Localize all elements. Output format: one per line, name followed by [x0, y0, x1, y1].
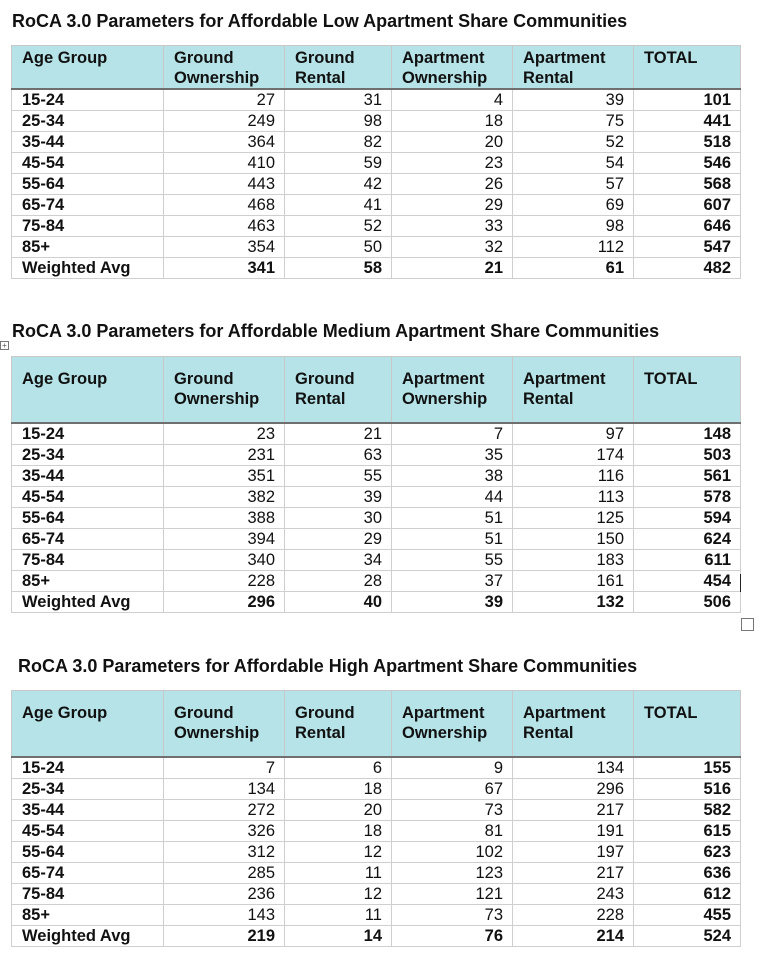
ground-ownership-cell[interactable]: 410 [164, 153, 285, 174]
header-total: TOTAL [634, 357, 741, 423]
header-apartment-ownership: Apartment Ownership [392, 357, 513, 423]
apartment-ownership-cell[interactable]: 39 [392, 591, 513, 612]
total-cell[interactable]: 582 [634, 799, 741, 820]
ground-rental-cell[interactable]: 52 [285, 216, 392, 237]
apartment-ownership-cell[interactable]: 76 [392, 925, 513, 946]
ground-ownership-cell[interactable]: 143 [164, 904, 285, 925]
total-cell[interactable]: 455 [634, 904, 741, 925]
apartment-ownership-cell[interactable]: 51 [392, 507, 513, 528]
ground-ownership-cell[interactable]: 382 [164, 486, 285, 507]
apartment-ownership-cell[interactable]: 55 [392, 549, 513, 570]
ground-rental-cell[interactable]: 11 [285, 862, 392, 883]
total-cell[interactable]: 594 [634, 507, 741, 528]
ground-ownership-cell[interactable]: 23 [164, 423, 285, 445]
table-row [12, 132, 741, 153]
parameters-table[interactable] [11, 690, 741, 947]
header-total: TOTAL [634, 691, 741, 757]
apartment-rental-cell[interactable]: 228 [513, 904, 634, 925]
ground-rental-cell[interactable]: 55 [285, 465, 392, 486]
table-row [12, 757, 741, 779]
age-group-cell[interactable]: Weighted Avg [12, 925, 164, 946]
apartment-rental-cell[interactable]: 150 [513, 528, 634, 549]
age-group-cell[interactable]: 15-24 [12, 423, 164, 445]
age-group-cell[interactable]: 75-84 [12, 883, 164, 904]
header-ground-ownership: Ground Ownership [164, 691, 285, 757]
ground-rental-cell[interactable]: 14 [285, 925, 392, 946]
header-row [12, 46, 741, 90]
ground-rental-cell[interactable]: 58 [285, 258, 392, 279]
table-move-handle-icon[interactable]: + [0, 341, 9, 350]
table-row [12, 549, 741, 570]
ground-ownership-cell[interactable]: 296 [164, 591, 285, 612]
header-apartment-ownership: Apartment Ownership [392, 46, 513, 90]
apartment-ownership-cell[interactable]: 33 [392, 216, 513, 237]
ground-rental-cell[interactable]: 28 [285, 570, 392, 591]
header-apartment-ownership: Apartment Ownership [392, 691, 513, 757]
apartment-rental-cell[interactable]: 217 [513, 862, 634, 883]
header-apartment-rental: Apartment Rental [513, 46, 634, 90]
apartment-ownership-cell[interactable]: 21 [392, 258, 513, 279]
apartment-ownership-cell[interactable]: 81 [392, 820, 513, 841]
apartment-rental-cell[interactable]: 75 [513, 111, 634, 132]
table-title: RoCA 3.0 Parameters for Affordable Low Apartment Share Communities [12, 11, 628, 31]
weighted-avg-row [12, 925, 741, 946]
age-group-cell[interactable]: 45-54 [12, 486, 164, 507]
apartment-ownership-cell[interactable]: 102 [392, 841, 513, 862]
table-row [12, 465, 741, 486]
apartment-ownership-cell[interactable]: 38 [392, 465, 513, 486]
table-row [12, 423, 741, 445]
table-title: RoCA 3.0 Parameters for Affordable High Apartment Share Communities [18, 656, 638, 676]
header-ground-ownership: Ground Ownership [164, 46, 285, 90]
header-row [12, 691, 741, 757]
age-group-cell[interactable]: 55-64 [12, 841, 164, 862]
apartment-ownership-cell[interactable]: 51 [392, 528, 513, 549]
ground-rental-cell[interactable]: 82 [285, 132, 392, 153]
age-group-cell[interactable]: 45-54 [12, 820, 164, 841]
apartment-ownership-cell[interactable]: 29 [392, 195, 513, 216]
ground-rental-cell[interactable]: 6 [285, 757, 392, 779]
age-group-cell[interactable]: 55-64 [12, 507, 164, 528]
header-age-group: Age Group [12, 691, 164, 757]
ground-ownership-cell[interactable]: 341 [164, 258, 285, 279]
apartment-ownership-cell[interactable]: 73 [392, 799, 513, 820]
apartment-rental-cell[interactable]: 113 [513, 486, 634, 507]
age-group-cell[interactable]: 85+ [12, 570, 164, 591]
table-row [12, 904, 741, 925]
age-group-cell[interactable]: 15-24 [12, 89, 164, 111]
apartment-ownership-cell[interactable]: 44 [392, 486, 513, 507]
total-cell[interactable]: 506 [634, 591, 741, 612]
apartment-rental-cell[interactable]: 174 [513, 444, 634, 465]
ground-rental-cell[interactable]: 18 [285, 820, 392, 841]
age-group-cell[interactable]: 35-44 [12, 799, 164, 820]
total-cell[interactable]: 101 [634, 89, 741, 111]
ground-ownership-cell[interactable]: 249 [164, 111, 285, 132]
ground-rental-cell[interactable]: 30 [285, 507, 392, 528]
ground-ownership-cell[interactable]: 351 [164, 465, 285, 486]
apartment-rental-cell[interactable]: 98 [513, 216, 634, 237]
total-cell[interactable]: 518 [634, 132, 741, 153]
apartment-ownership-cell[interactable]: 123 [392, 862, 513, 883]
header-total: TOTAL [634, 46, 741, 90]
ground-ownership-cell[interactable]: 340 [164, 549, 285, 570]
ground-ownership-cell[interactable]: 219 [164, 925, 285, 946]
age-group-cell[interactable]: Weighted Avg [12, 258, 164, 279]
apartment-rental-cell[interactable]: 197 [513, 841, 634, 862]
table-row [12, 444, 741, 465]
apartment-rental-cell[interactable]: 39 [513, 89, 634, 111]
ground-rental-cell[interactable]: 21 [285, 423, 392, 445]
ground-rental-cell[interactable]: 42 [285, 174, 392, 195]
ground-rental-cell[interactable]: 50 [285, 237, 392, 258]
ground-rental-cell[interactable]: 29 [285, 528, 392, 549]
age-group-cell[interactable]: 55-64 [12, 174, 164, 195]
table-row [12, 862, 741, 883]
ground-rental-cell[interactable]: 63 [285, 444, 392, 465]
table-row [12, 89, 741, 111]
header-ground-rental: Ground Rental [285, 46, 392, 90]
apartment-rental-cell[interactable]: 214 [513, 925, 634, 946]
apartment-rental-cell[interactable]: 217 [513, 799, 634, 820]
header-age-group: Age Group [12, 357, 164, 423]
age-group-cell[interactable]: Weighted Avg [12, 591, 164, 612]
table-row [12, 174, 741, 195]
header-ground-rental: Ground Rental [285, 691, 392, 757]
table-row [12, 799, 741, 820]
total-cell[interactable]: 623 [634, 841, 741, 862]
apartment-rental-cell[interactable]: 132 [513, 591, 634, 612]
apartment-ownership-cell[interactable]: 73 [392, 904, 513, 925]
text-cursor [740, 574, 741, 592]
age-group-cell[interactable]: 65-74 [12, 528, 164, 549]
ground-ownership-cell[interactable]: 388 [164, 507, 285, 528]
total-cell[interactable]: 612 [634, 883, 741, 904]
ground-ownership-cell[interactable]: 7 [164, 757, 285, 779]
apartment-rental-cell[interactable]: 191 [513, 820, 634, 841]
total-cell[interactable]: 561 [634, 465, 741, 486]
total-cell[interactable]: 148 [634, 423, 741, 445]
table-row [12, 507, 741, 528]
table-row [12, 216, 741, 237]
total-cell[interactable]: 546 [634, 153, 741, 174]
ground-rental-cell[interactable]: 20 [285, 799, 392, 820]
ground-ownership-cell[interactable]: 394 [164, 528, 285, 549]
age-group-cell[interactable]: 35-44 [12, 465, 164, 486]
ground-ownership-cell[interactable]: 463 [164, 216, 285, 237]
age-group-cell[interactable]: 15-24 [12, 757, 164, 779]
ground-rental-cell[interactable]: 40 [285, 591, 392, 612]
ground-ownership-cell[interactable]: 285 [164, 862, 285, 883]
header-row [12, 357, 741, 423]
ground-ownership-cell[interactable]: 134 [164, 778, 285, 799]
apartment-rental-cell[interactable]: 52 [513, 132, 634, 153]
ground-ownership-cell[interactable]: 364 [164, 132, 285, 153]
total-cell[interactable]: 568 [634, 174, 741, 195]
ground-ownership-cell[interactable]: 27 [164, 89, 285, 111]
ground-ownership-cell[interactable]: 443 [164, 174, 285, 195]
ground-rental-cell[interactable]: 12 [285, 841, 392, 862]
age-group-cell[interactable]: 35-44 [12, 132, 164, 153]
apartment-ownership-cell[interactable]: 37 [392, 570, 513, 591]
total-cell[interactable]: 646 [634, 216, 741, 237]
table-row [12, 778, 741, 799]
apartment-rental-cell[interactable]: 57 [513, 174, 634, 195]
apartment-ownership-cell[interactable]: 121 [392, 883, 513, 904]
apartment-rental-cell[interactable]: 296 [513, 778, 634, 799]
age-group-cell[interactable]: 85+ [12, 904, 164, 925]
apartment-rental-cell[interactable]: 125 [513, 507, 634, 528]
ground-rental-cell[interactable]: 34 [285, 549, 392, 570]
header-apartment-rental: Apartment Rental [513, 357, 634, 423]
total-cell[interactable]: 607 [634, 195, 741, 216]
apartment-rental-cell[interactable]: 134 [513, 757, 634, 779]
apartment-rental-cell[interactable]: 243 [513, 883, 634, 904]
ground-ownership-cell[interactable]: 354 [164, 237, 285, 258]
ground-ownership-cell[interactable]: 312 [164, 841, 285, 862]
ground-rental-cell[interactable]: 12 [285, 883, 392, 904]
apartment-ownership-cell[interactable]: 7 [392, 423, 513, 445]
ground-ownership-cell[interactable]: 326 [164, 820, 285, 841]
ground-rental-cell[interactable]: 98 [285, 111, 392, 132]
total-cell[interactable]: 482 [634, 258, 741, 279]
apartment-ownership-cell[interactable]: 4 [392, 89, 513, 111]
apartment-rental-cell[interactable]: 69 [513, 195, 634, 216]
apartment-ownership-cell[interactable]: 67 [392, 778, 513, 799]
apartment-rental-cell[interactable]: 61 [513, 258, 634, 279]
table-row [12, 570, 741, 591]
total-cell[interactable]: 615 [634, 820, 741, 841]
ground-ownership-cell[interactable]: 228 [164, 570, 285, 591]
total-cell[interactable]: 524 [634, 925, 741, 946]
age-group-cell[interactable]: 65-74 [12, 862, 164, 883]
apartment-ownership-cell[interactable]: 18 [392, 111, 513, 132]
apartment-rental-cell[interactable]: 183 [513, 549, 634, 570]
age-group-cell[interactable]: 75-84 [12, 216, 164, 237]
ground-rental-cell[interactable]: 59 [285, 153, 392, 174]
table-row [12, 883, 741, 904]
header-age-group: Age Group [12, 46, 164, 90]
apartment-rental-cell[interactable]: 161 [513, 570, 634, 591]
total-cell[interactable]: 636 [634, 862, 741, 883]
ground-ownership-cell[interactable]: 468 [164, 195, 285, 216]
parameters-table[interactable] [11, 45, 741, 279]
weighted-avg-row [12, 258, 741, 279]
table-row [12, 153, 741, 174]
ground-rental-cell[interactable]: 11 [285, 904, 392, 925]
apartment-rental-cell[interactable]: 97 [513, 423, 634, 445]
age-group-cell[interactable]: 65-74 [12, 195, 164, 216]
total-cell[interactable]: 611 [634, 549, 741, 570]
table-row [12, 528, 741, 549]
age-group-cell[interactable]: 75-84 [12, 549, 164, 570]
ground-rental-cell[interactable]: 41 [285, 195, 392, 216]
apartment-ownership-cell[interactable]: 26 [392, 174, 513, 195]
ground-ownership-cell[interactable]: 272 [164, 799, 285, 820]
age-group-cell[interactable]: 85+ [12, 237, 164, 258]
ground-rental-cell[interactable]: 18 [285, 778, 392, 799]
age-group-cell[interactable]: 45-54 [12, 153, 164, 174]
total-cell[interactable]: 516 [634, 778, 741, 799]
header-ground-rental: Ground Rental [285, 357, 392, 423]
ground-rental-cell[interactable]: 31 [285, 89, 392, 111]
ground-ownership-cell[interactable]: 231 [164, 444, 285, 465]
table-row [12, 486, 741, 507]
header-ground-ownership: Ground Ownership [164, 357, 285, 423]
apartment-ownership-cell[interactable]: 35 [392, 444, 513, 465]
table-title: RoCA 3.0 Parameters for Affordable Medium Apartment Share Communities [12, 321, 660, 341]
apartment-ownership-cell[interactable]: 9 [392, 757, 513, 779]
total-cell[interactable]: 624 [634, 528, 741, 549]
total-cell[interactable]: 155 [634, 757, 741, 779]
ground-ownership-cell[interactable]: 236 [164, 883, 285, 904]
table-resize-handle-icon[interactable] [741, 618, 754, 631]
table-row [12, 195, 741, 216]
apartment-rental-cell[interactable]: 54 [513, 153, 634, 174]
table-row [12, 841, 741, 862]
apartment-rental-cell[interactable]: 112 [513, 237, 634, 258]
header-apartment-rental: Apartment Rental [513, 691, 634, 757]
apartment-ownership-cell[interactable]: 20 [392, 132, 513, 153]
apartment-ownership-cell[interactable]: 23 [392, 153, 513, 174]
apartment-ownership-cell[interactable]: 32 [392, 237, 513, 258]
table-row [12, 237, 741, 258]
age-group-cell[interactable]: 25-34 [12, 111, 164, 132]
total-cell[interactable]: 441 [634, 111, 741, 132]
total-cell[interactable]: 578 [634, 486, 741, 507]
parameters-table[interactable] [11, 356, 741, 613]
weighted-avg-row [12, 591, 741, 612]
table-row [12, 820, 741, 841]
age-group-cell[interactable]: 25-34 [12, 778, 164, 799]
apartment-rental-cell[interactable]: 116 [513, 465, 634, 486]
ground-rental-cell[interactable]: 39 [285, 486, 392, 507]
age-group-cell[interactable]: 25-34 [12, 444, 164, 465]
table-row [12, 111, 741, 132]
total-cell[interactable]: 547 [634, 237, 741, 258]
total-cell[interactable]: 503 [634, 444, 741, 465]
total-cell[interactable]: 454 [634, 570, 741, 591]
